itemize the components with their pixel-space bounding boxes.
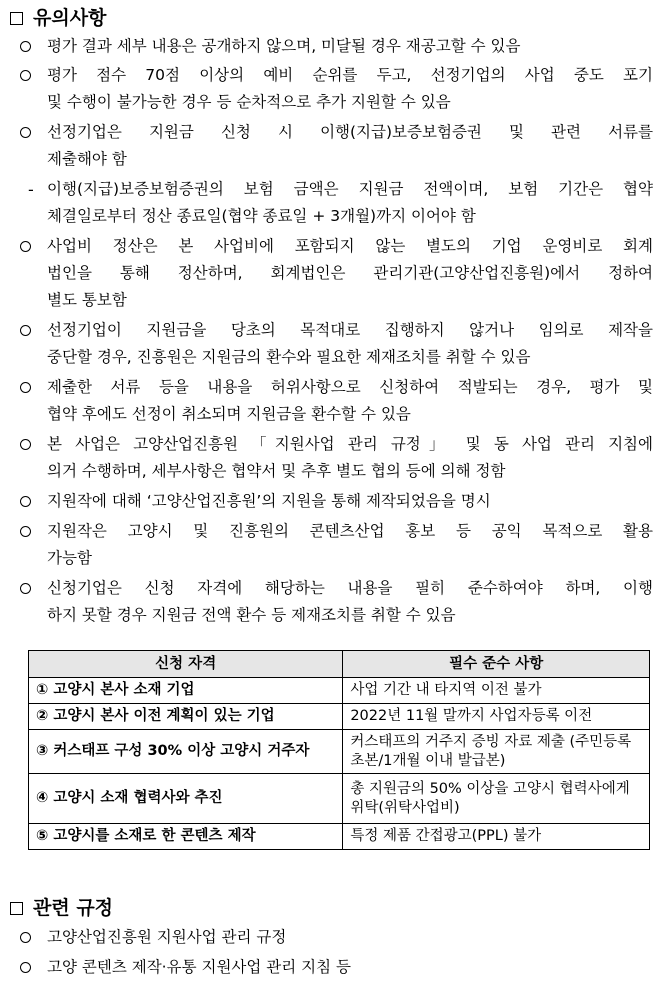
item-text-line: 고양 콘텐츠 제작·유통 지원사업 관리 지침 등 xyxy=(47,958,352,976)
section-title-regulations xyxy=(10,896,113,920)
circle-icon xyxy=(20,325,31,336)
dash-bullet-icon: - xyxy=(28,180,34,199)
item-text-line: 지원작에 대해 ‘고양산업진흥원’의 지원을 통해 제작되었음을 명시 xyxy=(47,492,491,510)
section-title-text: 유의사항 xyxy=(33,7,107,29)
item-text-line: 이행(지급)보증보험증권의 보험 금액은 지원금 전액이며, 보험 기간은 협약 xyxy=(47,180,653,198)
qualification-cell: ③ 커스태프 구성 30% 이상 고양시 거주자 xyxy=(29,730,343,774)
item-text-line: 하지 못할 경우 지원금 전액 환수 등 제재조치를 취할 수 있음 xyxy=(47,606,456,624)
circle-icon xyxy=(20,127,31,138)
requirement-cell: 사업 기간 내 타지역 이전 불가 xyxy=(343,678,650,704)
table-row xyxy=(29,774,650,824)
header-requirement: 필수 준수 사항 xyxy=(343,651,650,678)
requirement-cell: 2022년 11월 말까지 사업자등록 이전 xyxy=(343,704,650,730)
checkbox-square-icon xyxy=(10,902,23,915)
qualification-cell: ④ 고양시 소재 협력사와 추진 xyxy=(29,774,343,824)
circle-bullet-icon xyxy=(20,233,42,260)
item-text-line: 평가 점수 70점 이상의 예비 순위를 두고, 선정기업의 사업 중도 포기 xyxy=(47,66,653,84)
item-text-line: 의거 수행하며, 세부사항은 협약서 및 추후 별도 협의 등에 의해 정함 xyxy=(47,462,506,480)
circle-icon xyxy=(20,382,31,393)
circle-bullet-icon xyxy=(20,62,42,89)
circle-icon xyxy=(20,41,31,52)
list-item xyxy=(20,924,653,951)
table-row xyxy=(29,678,650,704)
requirement-cell: 특정 제품 간접광고(PPL) 불가 xyxy=(343,824,650,850)
section-title-notes xyxy=(10,6,106,30)
circle-icon xyxy=(20,583,31,594)
circle-icon xyxy=(20,70,31,81)
header-qualification: 신청 자격 xyxy=(29,651,343,678)
item-text-line: 본 사업은 고양산업진흥원 「지원사업 관리 규정」 및 동 사업 관리 지침에 xyxy=(47,435,653,453)
circle-icon xyxy=(20,241,31,252)
table-row xyxy=(29,704,650,730)
circle-bullet-icon xyxy=(20,33,42,60)
item-text-line: 중단할 경우, 진흥원은 지원금의 환수와 필요한 제재조치를 취할 수 있음 xyxy=(47,348,531,366)
list-item xyxy=(20,62,653,116)
requirement-cell: 총 지원금의 50% 이상을 고양시 협력사에게 위탁(위탁사업비) xyxy=(343,774,650,824)
circle-icon xyxy=(20,439,31,450)
list-item xyxy=(20,575,653,629)
circle-bullet-icon xyxy=(20,431,42,458)
table-row xyxy=(29,730,650,774)
item-text-line: 제출한 서류 등을 내용을 허위사항으로 신청하여 적발되는 경우, 평가 및 xyxy=(47,378,653,396)
circle-bullet-icon xyxy=(20,317,42,344)
item-text-line: 가능함 xyxy=(47,549,92,567)
list-item xyxy=(20,233,653,314)
item-text-line: 사업비 정산은 본 사업비에 포함되지 않는 별도의 기업 운영비로 회계 xyxy=(47,237,653,255)
circle-bullet-icon xyxy=(20,518,42,545)
item-text-line: 선정기업이 지원금을 당초의 목적대로 집행하지 않거나 임의로 제작을 xyxy=(47,321,653,339)
list-item xyxy=(20,33,653,60)
item-text-line: 체결일로부터 정산 종료일(협약 종료일 + 3개월)까지 이어야 함 xyxy=(47,207,476,225)
item-text-line: 법인을 통해 정산하며, 회계법인은 관리기관(고양산업진흥원)에서 정하여 xyxy=(47,264,653,282)
requirement-cell: 커스태프의 거주지 증빙 자료 제출 (주민등록초본/1개월 이내 발급본) xyxy=(343,730,650,774)
circle-bullet-icon xyxy=(20,954,42,981)
qualification-cell: ⑤ 고양시를 소재로 한 콘텐츠 제작 xyxy=(29,824,343,850)
circle-bullet-icon xyxy=(20,119,42,146)
item-text-line: 협약 후에도 선정이 취소되며 지원금을 환수할 수 있음 xyxy=(47,405,411,423)
circle-bullet-icon xyxy=(20,575,42,602)
list-item xyxy=(20,518,653,572)
section-title-text: 관련 규정 xyxy=(33,897,114,919)
item-text-line: 신청기업은 신청 자격에 해당하는 내용을 필히 준수하여야 하며, 이행 xyxy=(47,579,653,597)
list-item xyxy=(20,954,653,981)
item-text-line: 및 수행이 불가능한 경우 등 순차적으로 추가 지원할 수 있음 xyxy=(47,93,451,111)
list-item xyxy=(20,317,653,371)
qualification-cell: ② 고양시 본사 이전 계획이 있는 기업 xyxy=(29,704,343,730)
table-header-row xyxy=(29,651,650,678)
circle-icon xyxy=(20,962,31,973)
item-text-line: 선정기업은 지원금 신청 시 이행(지급)보증보험증권 및 관련 서류를 xyxy=(47,123,653,141)
item-text-line: 평가 결과 세부 내용은 공개하지 않으며, 미달될 경우 재공고할 수 있음 xyxy=(47,37,521,55)
item-text-line: 지원작은 고양시 및 진흥원의 콘텐츠산업 홍보 등 공익 목적으로 활용 xyxy=(47,522,653,540)
circle-icon xyxy=(20,932,31,943)
list-item xyxy=(20,119,653,173)
requirements-table xyxy=(28,650,650,850)
circle-bullet-icon xyxy=(20,374,42,401)
checkbox-square-icon xyxy=(10,12,23,25)
item-text-line: 제출해야 함 xyxy=(47,150,127,168)
list-item xyxy=(20,374,653,428)
circle-icon xyxy=(20,526,31,537)
qualification-cell: ① 고양시 본사 소재 기업 xyxy=(29,678,343,704)
list-item xyxy=(20,488,653,515)
list-item xyxy=(20,176,653,230)
list-item xyxy=(20,431,653,485)
circle-bullet-icon xyxy=(20,924,42,951)
table-row xyxy=(29,824,650,850)
circle-bullet-icon xyxy=(20,488,42,515)
item-text-line: 별도 통보함 xyxy=(47,291,127,309)
circle-icon xyxy=(20,496,31,507)
item-text-line: 고양산업진흥원 지원사업 관리 규정 xyxy=(47,928,287,946)
